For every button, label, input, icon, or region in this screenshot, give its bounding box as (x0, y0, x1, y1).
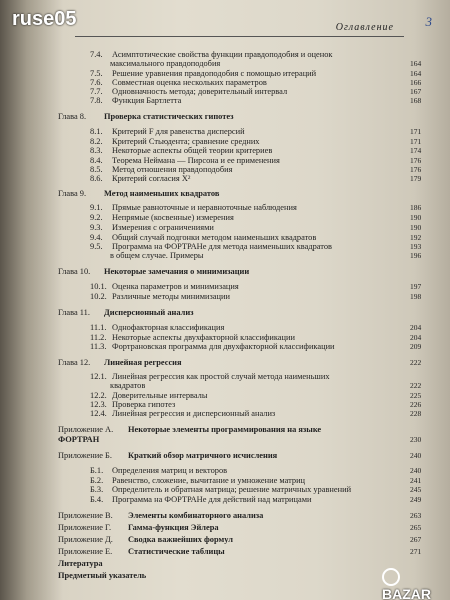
toc-page-number: 209 (410, 342, 422, 351)
toc-title: Сводка важнейших формул (128, 535, 233, 544)
bazar-icon (382, 568, 400, 586)
toc-title: Программа на ФОРТРАНе для метода наименьших квадратов (112, 242, 332, 251)
toc-page-number: 225 (410, 391, 422, 400)
toc-title: Непрямые (косвенные) измерения (112, 213, 234, 222)
toc-page-number: 190 (410, 213, 422, 222)
toc-page-number: 198 (410, 292, 422, 301)
toc-page-number: 249 (410, 495, 422, 504)
toc-title: Метод наименьших квадратов (104, 189, 220, 198)
toc-page-number: 240 (410, 466, 422, 475)
running-header (75, 22, 404, 37)
toc-title: Одновначность метода; доверительный интервал (112, 87, 288, 96)
toc-title: Прямые равноточные и неравноточные наблюдения (112, 203, 297, 212)
toc-title: Гамма-функция Эйлера (128, 523, 219, 532)
toc-title: Критерий Стьюдента; сравнение средних (112, 137, 260, 146)
toc-number: Б.4. (90, 495, 104, 504)
toc-title: Измерения с ограничениями (112, 223, 214, 232)
toc-page-number: 193 (410, 242, 422, 251)
toc-page-number: 263 (410, 511, 422, 520)
toc-title: в общем случае. Примеры (110, 251, 204, 260)
toc-number: 8.6. (90, 174, 103, 183)
toc-number: Приложение Д. (58, 535, 113, 544)
toc-title: Литература (58, 559, 103, 568)
toc-title: Проверка гипотез (112, 400, 176, 409)
toc-number: Глава 10. (58, 267, 91, 276)
toc-title: Программа на ФОРТРАНе для действий над матрицами (112, 495, 312, 504)
toc-number: Приложение А. (58, 425, 114, 434)
toc-page-number: 192 (410, 233, 422, 242)
toc-title: Оценка параметров и минимизация (112, 282, 239, 291)
toc-page-number: 171 (410, 127, 422, 136)
toc-number: 9.4. (90, 233, 103, 242)
toc-page-number: 267 (410, 535, 422, 544)
toc-number: Приложение Г. (58, 523, 112, 532)
toc-page-number: 166 (410, 78, 422, 87)
toc-title: Линейная регрессия и дисперсионный анализ (112, 409, 276, 418)
toc-number: Глава 11. (58, 308, 90, 317)
toc-number: Б.2. (90, 476, 104, 485)
toc-title: Некоторые элементы программирования на языке (128, 425, 322, 434)
toc-number: 8.5. (90, 165, 103, 174)
toc-number: 12.4. (90, 409, 107, 418)
watermark-logo: ruse05 (12, 8, 77, 30)
toc-page-number: 196 (410, 251, 422, 260)
toc-number: Приложение Б. (58, 451, 112, 460)
toc-page-number: 265 (410, 523, 422, 532)
toc-title: Критерий F для равенства дисперсий (112, 127, 245, 136)
toc-page-number: 240 (410, 451, 422, 460)
toc-title: Однофакторная классификация (112, 323, 225, 332)
toc-page-number: 204 (410, 323, 422, 332)
toc-page-number: 222 (410, 358, 422, 367)
corner-number: 3 (425, 14, 432, 29)
toc-number: Б.1. (90, 466, 104, 475)
toc-number: 8.1. (90, 127, 103, 136)
toc-number: 12.1. (90, 372, 107, 381)
toc-number: 9.1. (90, 203, 103, 212)
toc-title: Проверка статистических гипотез (104, 112, 234, 121)
toc-number: 12.3. (90, 400, 107, 409)
toc-number: 8.4. (90, 156, 103, 165)
toc-page-number: 230 (410, 435, 422, 444)
toc-number: 7.8. (90, 96, 103, 105)
toc-number: 10.2. (90, 292, 107, 301)
toc-title: Совместная оценка нескольких параметров (112, 78, 267, 87)
toc-title: ФОРТРАН (58, 435, 100, 444)
toc-page-number: 271 (410, 547, 422, 556)
toc-page-number: 168 (410, 96, 422, 105)
toc-number: 11.1. (90, 323, 107, 332)
toc-title: Элементы комбинаторного анализа (128, 511, 264, 520)
toc-page-number: 174 (410, 146, 422, 155)
toc-title: максимального правдоподобия (110, 59, 221, 68)
toc-number: 8.3. (90, 146, 103, 155)
toc-title: Линейная регрессия (104, 358, 182, 367)
toc-title: Доверительные интервалы (112, 391, 208, 400)
toc-title: Функция Бартлетта (112, 96, 182, 105)
toc-page-number: 190 (410, 223, 422, 232)
toc-title: Определитель и обратная матрица; решение матричных уравнений (112, 485, 352, 494)
toc-page-number: 167 (410, 87, 422, 96)
toc-number: 9.3. (90, 223, 103, 232)
toc-page-number: 179 (410, 174, 422, 183)
toc-number: Глава 12. (58, 358, 91, 367)
toc-title: Некоторые аспекты общей теории критериев (112, 146, 273, 155)
toc-title: Асимптотические свойства функции правдоподобия и оценок (112, 50, 333, 59)
bazar-text: BAZAR (382, 586, 431, 600)
toc-title: Критерий согласия X² (112, 174, 191, 183)
toc-number: 7.4. (90, 50, 103, 59)
header-title: Оглавление (335, 22, 394, 33)
toc-number: 7.7. (90, 87, 103, 96)
toc-title: Краткий обзор матричного исчисления (128, 451, 278, 460)
toc-title: Решение уравнения правдоподобия с помощью итераций (112, 69, 317, 78)
toc-page-number: 164 (410, 69, 422, 78)
toc-title: Линейная регрессия как простой случай метода наименьших (112, 372, 330, 381)
toc-number: Глава 9. (58, 189, 87, 198)
toc-number: Глава 8. (58, 112, 87, 121)
toc-number: 7.6. (90, 78, 103, 87)
toc-page-number: 241 (410, 476, 422, 485)
toc-title: Дисперсионный анализ (104, 308, 194, 317)
toc-title: Некоторые аспекты двухфакторной классификации (112, 333, 295, 342)
toc-number: 8.2. (90, 137, 103, 146)
toc-title: Определения матриц и векторов (112, 466, 228, 475)
toc-title: квадратов (110, 381, 146, 390)
toc-number: Приложение В. (58, 511, 113, 520)
toc-title: Предметный указатель (58, 571, 147, 580)
toc-title: Некоторые замечания о минимизации (104, 267, 250, 276)
toc-title: Теорема Неймана — Пирсона и ее применения (112, 156, 280, 165)
toc-title: Общий случай подгонки методом наименьших квадратов (112, 233, 317, 242)
toc-page-number: 186 (410, 203, 422, 212)
toc-number: Б.3. (90, 485, 104, 494)
toc-number: 12.2. (90, 391, 107, 400)
toc-page-number: 204 (410, 333, 422, 342)
bazar-watermark (382, 568, 450, 600)
toc-page-number: 176 (410, 156, 422, 165)
toc-title: Статистические таблицы (128, 547, 225, 556)
toc-number: 9.5. (90, 242, 103, 251)
toc-page-number: 226 (410, 400, 422, 409)
toc-title: Различные методы минимизации (112, 292, 230, 301)
toc-title: Метод отношения правдоподобия (112, 165, 233, 174)
toc-page-number: 171 (410, 137, 422, 146)
toc-page-number: 197 (410, 282, 422, 291)
toc-page-number: 222 (410, 381, 422, 390)
toc-number: 10.1. (90, 282, 107, 291)
toc-number: 7.5. (90, 69, 103, 78)
toc-number: Приложение Е. (58, 547, 113, 556)
toc-page-number: 228 (410, 409, 422, 418)
toc-number: 11.3. (90, 342, 107, 351)
toc-number: 11.2. (90, 333, 107, 342)
toc-page-number: 245 (410, 485, 422, 494)
toc-page-number: 176 (410, 165, 422, 174)
toc-title: Фортрановская программа для двухфакторной классификации (112, 342, 335, 351)
toc-number: 9.2. (90, 213, 103, 222)
toc-title: Равенство, сложение, вычитание и умножение матриц (112, 476, 306, 485)
toc-page-number: 164 (410, 59, 422, 68)
